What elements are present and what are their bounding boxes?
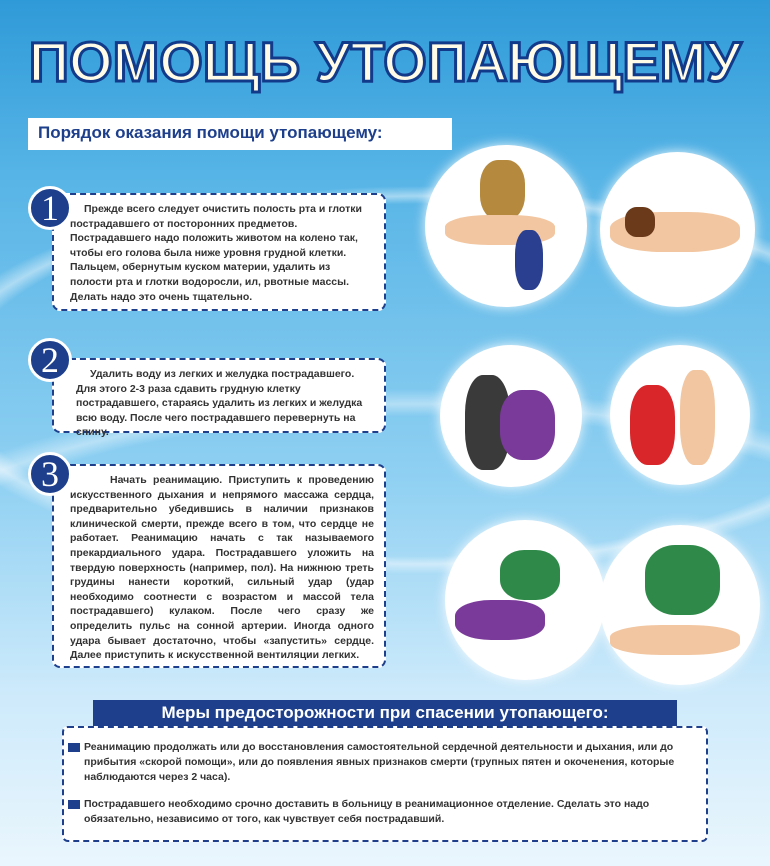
step-3-number: 3 bbox=[28, 452, 72, 496]
precaution-item bbox=[68, 740, 698, 785]
precaution-text: Реанимацию продолжать или до восстановления самостоятельной сердечной деятельности и дыхания, или до прибытия «скорой помощи», или до появления явных признаков смерти (трупных пятен и окоченения, которые наблюдаются через 2 часа). bbox=[84, 741, 675, 783]
section-subtitle: Порядок оказания помощи утопающему: bbox=[28, 118, 452, 150]
illustration-chest-compression bbox=[440, 345, 582, 487]
step-2-number: 2 bbox=[28, 338, 72, 382]
illustration-rescue-breathing bbox=[445, 520, 605, 680]
step-1-number: 1 bbox=[28, 186, 72, 230]
bullet-square-icon bbox=[68, 800, 80, 809]
step-2-box: Удалить воду из легких и желудка пострадавшего. Для этого 2-3 раза сдавить грудную клетку пострадавшего, стараясь удалить из легких и желудка всю воду. После чего пострадавшего перевернуть на спину. bbox=[52, 358, 386, 433]
precautions-title: Меры предосторожности при спасении утопающего: bbox=[93, 700, 677, 726]
illustration-knee-position bbox=[425, 145, 587, 307]
step-1-box: Прежде всего следует очистить полость рта и глотки пострадавшего от посторонних предметов. Пострадавшего надо положить животом на колено так, чтобы его голова была ниже уровня грудной клетки. Пальцем, обернутым куском материи, удалить из полости рта и глотки водоросли, ил, рвотные массы. Делать надо это очень тщательно. bbox=[52, 193, 386, 311]
illustration-heart-massage bbox=[600, 525, 760, 685]
precautions-box bbox=[62, 726, 708, 842]
step-3-box: Начать реанимацию. Приступить к проведению искусственного дыхания и непрямого массажа сердца, предварительно убедившись в наличии признаков клинической смерти, прежде всего в том, что сердце не работает. Реанимацию начать с так называемого прекардиального удара. Пострадавшего уложить на твердую поверхность (например, пол). На нижнюю треть грудины нанести короткий, сильный удар (удар необходимо соотнести с возрастом и массой тела пострадавшего) кулаком. После чего сразу же определить пульс на сонной артерии. Иногда одного удара бывает достаточно, чтобы «запустить» сердце. Далее приступить к искусственной вентиляции легких. bbox=[52, 464, 386, 668]
precaution-item bbox=[68, 797, 698, 827]
page-title: ПОМОЩЬ УТОПАЮЩЕМУ bbox=[28, 30, 742, 93]
illustration-mouth-cleaning bbox=[600, 152, 755, 307]
bullet-square-icon bbox=[68, 743, 80, 752]
illustration-child-inversion bbox=[610, 345, 750, 485]
precaution-text: Пострадавшего необходимо срочно доставить в больницу в реанимационное отделение. Сделать это надо обязательно, независимо от того, как чувствует себя пострадавший. bbox=[84, 798, 650, 825]
